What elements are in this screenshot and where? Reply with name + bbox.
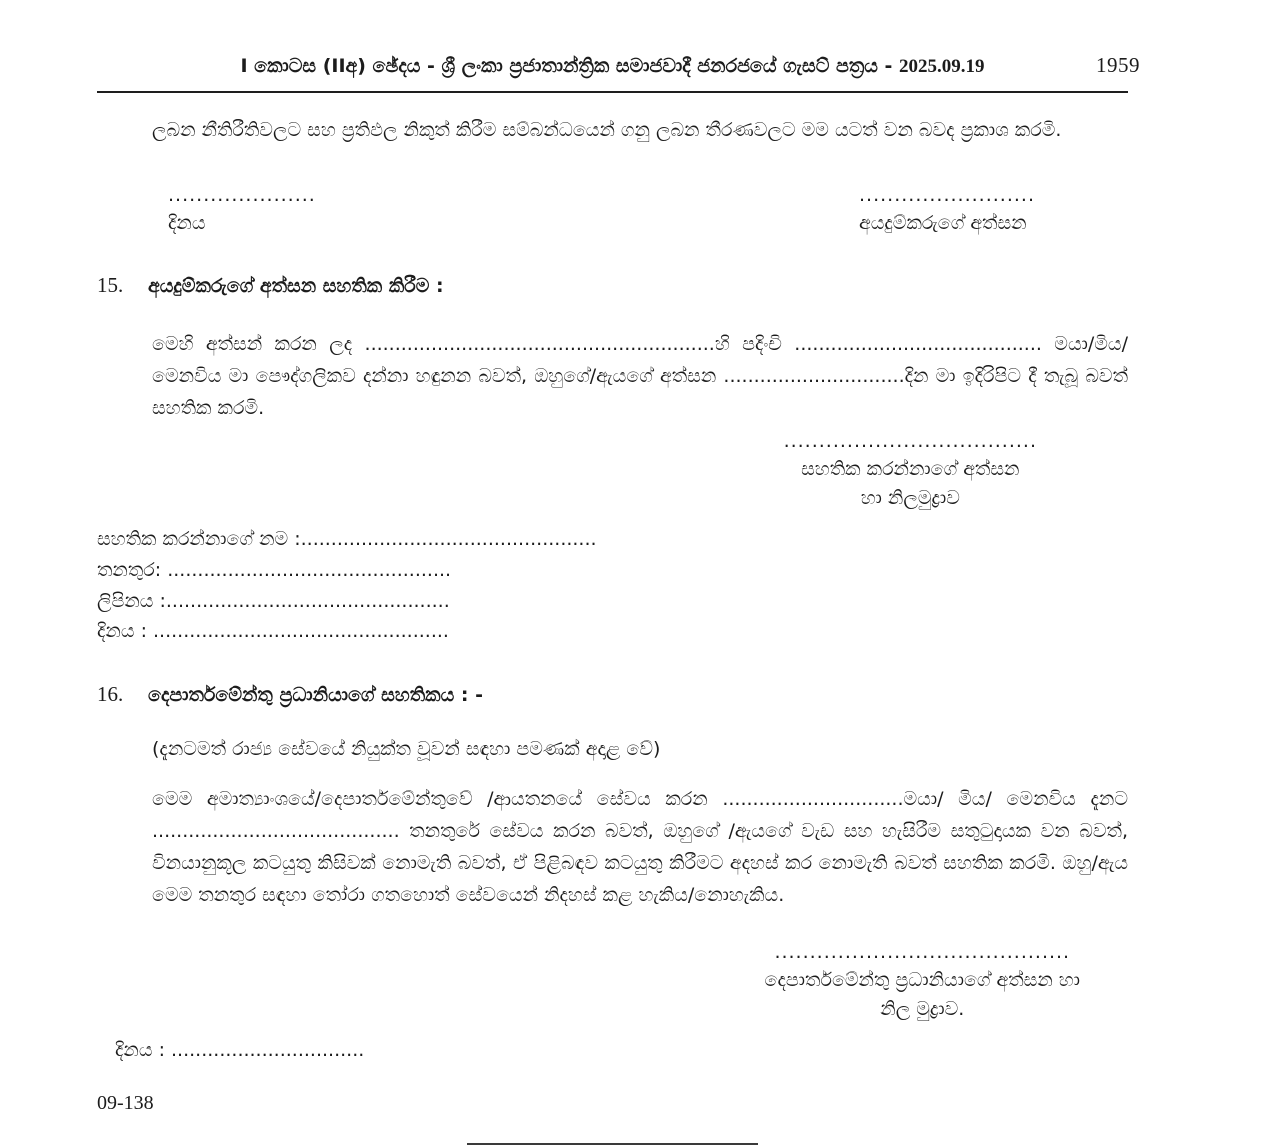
- date-signature-left: [168, 181, 316, 238]
- department-certification-paragraph: මෙම අමාත්‍යාංශයේ/දෙපාර්තමේන්තුවේ /ආයතනයේ සේවය කරන ..............................මයා/ මිය/ මෙනවිය දැනට ......................................... තනතුරේ සේවය කරන බවත්, ඔහුගේ /ඇයගේ වැඩ සහ හැසිරීම සතුටුදායක වන බවත්, විනයානුකූල කටයුතු කිසිවක් නොමැති බවත්, ඒ පිළිබඳව කටයුතු කිරීමට අදහස් කර නොමැති බවත් සහතික කරමි. ඔහු/ඇය මෙම තනතුර සඳහා තෝරා ගතහොත් සේවයෙන් නිදහස් කළ හැකිය/නොහැකිය.: [152, 788, 1128, 907]
- certifier-signature-block: [784, 427, 1037, 513]
- page-number: 1959: [1096, 53, 1140, 77]
- applicant-signature-dots: .........................: [859, 183, 1035, 206]
- date-dots: .....................: [168, 183, 316, 206]
- certifier-signature-dots: ....................................: [783, 429, 1037, 452]
- department-head-signature-label: දෙපාර්තමේන්තු ප්‍රධානියාගේ අත්සන හා: [764, 969, 1080, 992]
- date-signature-row: [97, 181, 1128, 238]
- certifier-date-line: දිනය : .................................................: [97, 620, 449, 643]
- section-16-number: 16.: [97, 682, 124, 707]
- department-head-signature-block: [765, 938, 1080, 1024]
- department-seal-label: නිල මුද්‍රාව.: [880, 997, 965, 1020]
- page-header: [97, 53, 1140, 93]
- header-title-text: I කොටස (IIඅ) ඡේදය - ශ්‍රී ලංකා ප්‍රජාතාන්ත්‍රික සමාජවාදී ජනරජයේ ගැසට් පත්‍රය -: [240, 55, 900, 77]
- certifier-signature-label: සහතික කරන්නාගේ අත්සන: [801, 458, 1020, 481]
- section-15-title: අයදුම්කරුගේ අත්සන සහතික කිරීම :: [148, 274, 444, 297]
- applicant-signature-label: අයදුම්කරුගේ අත්සන: [859, 212, 1027, 235]
- section-15-heading: [97, 268, 1128, 303]
- department-head-signature-dots: ..........................................: [774, 940, 1071, 963]
- bottom-date-line: දිනය : ................................: [115, 1039, 365, 1062]
- certifier-seal-label: හා නිලමුද්‍රාව: [860, 486, 960, 509]
- notice-code: 09-138: [97, 1092, 154, 1115]
- declaration-paragraph: ලබන නීතිරීතිවලට සහ ප්‍රතිඵල නිකුත් කිරීම සම්බන්ධයෙන් ගනු ලබන තීරණවලට මම යටත් වන බවද ප්‍රකාශ කරමි.: [152, 118, 1062, 141]
- certification-paragraph: මෙහි අත්සන් කරන ලද ..........................................................හි පදිංචි ......................................... මයා/මිය/මෙනවිය මා පෞද්ගලිකව දන්නා හඳුනන බවත්, ඔහුගේ/ඇයගේ අත්සන ..............................දින මා ඉදිරිපිට දී තැබූ බවත් සහතික කරමි.: [152, 332, 1128, 419]
- date-label: දිනය: [168, 212, 206, 235]
- header-rule: [97, 91, 1128, 93]
- applicability-note: (දැනටමත් රාජ්‍ය සේවයේ නියුක්ත වූවන් සඳහා පමණක් අදාළ වේ): [152, 738, 661, 761]
- section-16-heading: [97, 677, 1128, 712]
- section-16-title: දෙපාර්තමේන්තු ප්‍රධානියාගේ සහතිකය : -: [148, 684, 483, 707]
- header-date: 2025.09.19: [899, 56, 985, 77]
- header-title: [240, 55, 984, 77]
- certifier-position-line: තනතුර: ...............................................: [97, 558, 452, 581]
- certifier-address-line: ලිපිනය :...............................................: [97, 589, 450, 612]
- certifier-name-line: සහතික කරන්නාගේ නම :.................................................: [97, 528, 597, 551]
- section-15-number: 15.: [97, 272, 124, 297]
- certifier-detail-fields: [97, 524, 1128, 647]
- applicant-signature-block: [859, 181, 1035, 238]
